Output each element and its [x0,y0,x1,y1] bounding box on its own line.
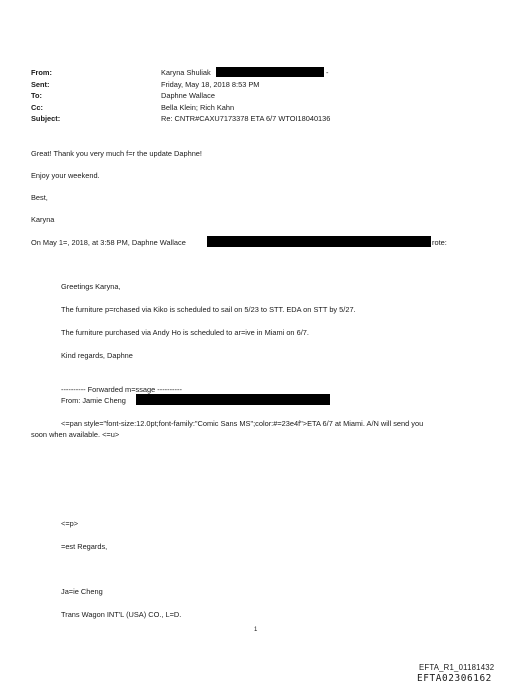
from-label: From: [31,68,52,77]
redaction-bar [136,394,330,405]
to-label: To: [31,91,42,100]
code-line-2: soon when available. <=u> [31,430,120,439]
cc-label: Cc: [31,103,43,112]
subject-value: Re: CNTR#CAXU7173378 ETA 6/7 WTOI18040136 [161,114,331,123]
forwarded-from: From: Jamie Cheng [61,396,126,405]
from-value: Karyna Shuliak [161,68,211,77]
from-trailing: - [326,68,329,77]
redaction-bar [207,236,431,247]
best-regards: =est Regards, [61,542,108,551]
signature-company: Trans Wagon INT'L (USA) CO., L=D. [61,610,182,619]
page-number: 1 [254,627,258,633]
redaction-bar [216,67,324,77]
code-line-1: <=pan style="font-size:12.0pt;font-family:"Comic Sans MS";color:#=23e4f">ETA 6/7 at Miami. A/N will send you [61,419,424,428]
quoted-para-2: The furniture purchased via Andy Ho is scheduled to ar=ive in Miami on 6/7. [61,328,309,337]
signature-name: Ja=ie Cheng [61,587,103,596]
sent-label: Sent: [31,80,50,89]
subject-label: Subject: [31,114,61,123]
quoted-greeting: Greetings Karyna, [61,282,121,291]
to-value: Daphne Wallace [161,91,215,100]
quoted-closing: Kind regards, Daphne [61,351,133,360]
cc-value: Bella Klein; Rich Kahn [161,103,235,112]
quote-intro-end: rote: [432,238,447,247]
sent-value: Friday, May 18, 2018 8:53 PM [161,80,260,89]
reply-line-2: Enjoy your weekend. [31,171,100,180]
forwarded-separator: ---------- Forwarded m=ssage ---------- [61,385,182,394]
reply-sign-off: Best, [31,193,48,202]
reply-name: Karyna [31,215,55,224]
quote-intro: On May 1=, 2018, at 3:58 PM, Daphne Wallace [31,238,186,247]
document-reference: EFTA_R1_01181432 [419,663,495,672]
document-reference-secondary: EFTA02306162 [417,673,492,684]
tag-p: <=p> [61,519,79,528]
reply-line-1: Great! Thank you very much f=r the update Daphne! [31,149,202,158]
quoted-para-1: The furniture p=rchased via Kiko is scheduled to sail on 5/23 to STT. EDA on STT by 5/27. [61,305,356,314]
